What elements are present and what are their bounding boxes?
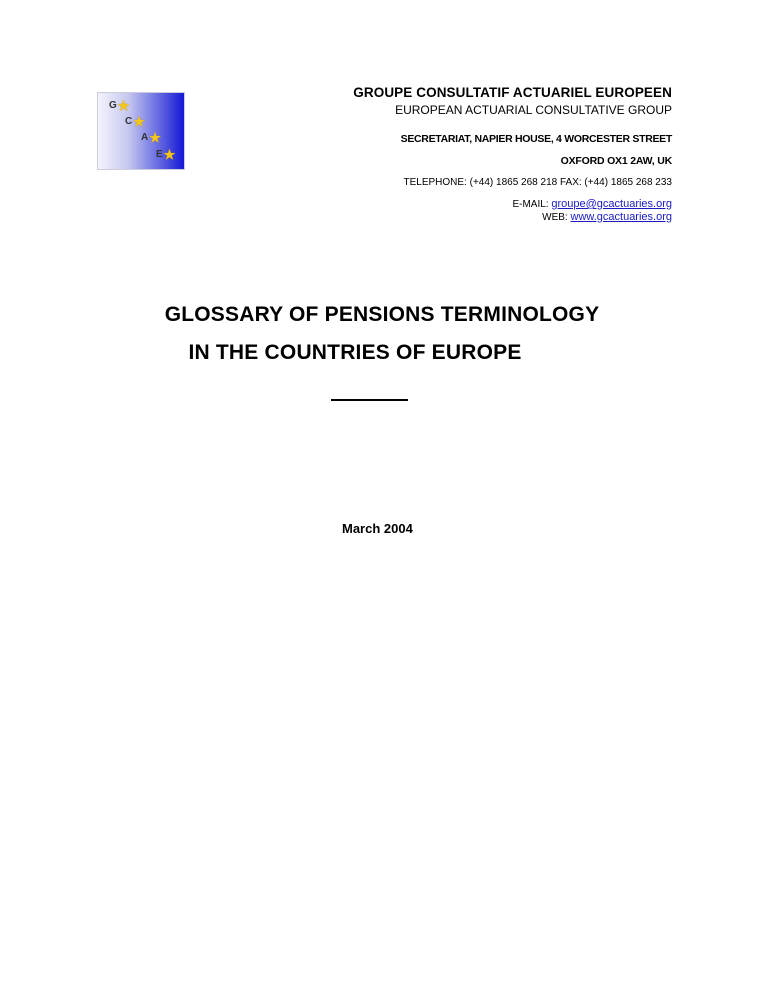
phone-fax-line: TELEPHONE: (+44) 1865 268 218 FAX: (+44) 1865 268 233 <box>403 177 672 188</box>
star-icon: ★ <box>163 147 176 162</box>
email-label: E-MAIL: <box>512 199 549 210</box>
org-name-french: GROUPE CONSULTATIF ACTUARIEL EUROPEEN <box>353 85 672 100</box>
logo-row-g <box>109 98 130 113</box>
star-icon: ★ <box>133 114 145 129</box>
logo-row-c <box>125 114 145 129</box>
org-name-english: EUROPEAN ACTUARIAL CONSULTATIVE GROUP <box>395 103 672 117</box>
web-label: WEB: <box>542 212 568 223</box>
star-icon: ★ <box>149 130 161 145</box>
logo-letter-a: A <box>141 132 149 143</box>
address-line-2: OXFORD OX1 2AW, UK <box>560 155 672 167</box>
logo-letter-e: E <box>156 149 163 160</box>
web-link[interactable]: www.gcactuaries.org <box>570 211 672 223</box>
title-divider <box>331 399 408 401</box>
email-link[interactable]: groupe@gcactuaries.org <box>551 198 672 210</box>
logo-letter-c: C <box>125 116 133 127</box>
document-title-line-2: IN THE COUNTRIES OF EUROPE <box>188 341 522 364</box>
email-line <box>252 198 672 224</box>
logo-row-a <box>141 130 161 145</box>
logo-row-e <box>156 147 176 162</box>
gcae-logo <box>97 92 185 170</box>
document-title-line-1: GLOSSARY OF PENSIONS TERMINOLOGY <box>164 303 600 326</box>
letterhead <box>252 84 672 224</box>
logo-letter-g: G <box>109 100 117 111</box>
document-date: March 2004 <box>342 521 413 536</box>
star-icon: ★ <box>117 98 130 113</box>
address-line-1: SECRETARIAT, NAPIER HOUSE, 4 WORCESTER STREET <box>400 133 672 145</box>
